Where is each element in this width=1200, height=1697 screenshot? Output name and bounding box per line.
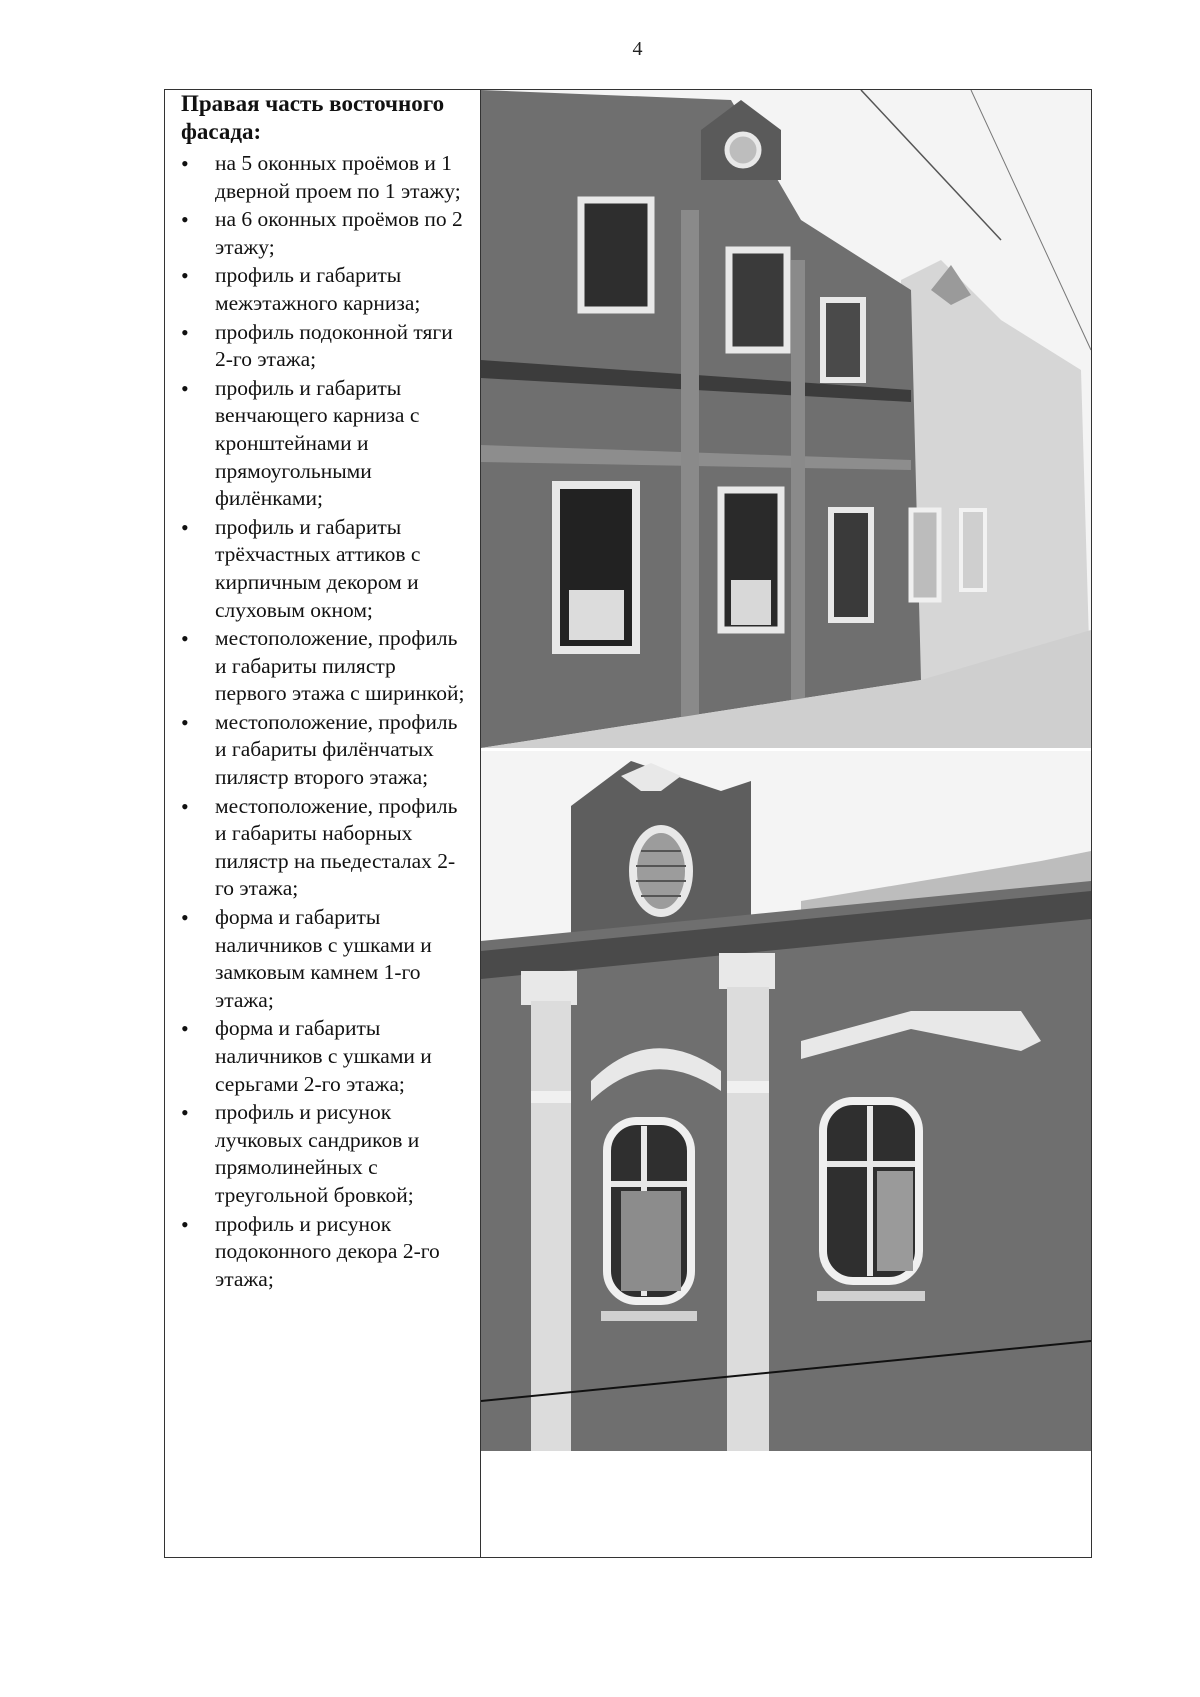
list-item: • профиль и габариты венчающего карниза с кронштейнами и прямоугольными филёнками; xyxy=(181,375,470,513)
list-item: • на 5 оконных проёмов и 1 дверной проем по 1 этажу; xyxy=(181,150,470,205)
facade-perspective-photo xyxy=(481,90,1091,748)
list-item: • местоположение, профиль и габариты пилястр первого этажа с ширинкой; xyxy=(181,625,470,708)
list-item: • местоположение, профиль и габариты филёнчатых пилястр второго этажа; xyxy=(181,709,470,792)
list-item: • на 6 оконных проёмов по 2 этажу; xyxy=(181,206,470,261)
facade-table xyxy=(164,89,1092,1558)
list-item: • форма и габариты наличников с ушками и замковым камнем 1-го этажа; xyxy=(181,904,470,1014)
list-item: • профиль и габариты трёхчастных аттиков с кирпичным декором и слуховым окном; xyxy=(181,514,470,624)
facade-perspective-image xyxy=(481,90,1091,748)
list-item: • профиль и габариты межэтажного карниза; xyxy=(181,262,470,317)
list-item: • профиль и рисунок лучковых сандриков и прямолинейных с треугольной бровкой; xyxy=(181,1099,470,1209)
feature-list xyxy=(181,150,470,1293)
list-item: • профиль и рисунок подоконного декора 2-го этажа; xyxy=(181,1211,470,1294)
facade-detail-image xyxy=(481,751,1091,1451)
list-item: • форма и габариты наличников с ушками и серьгами 2-го этажа; xyxy=(181,1015,470,1098)
list-item: • местоположение, профиль и габариты наборных пилястр на пьедесталах 2-го этажа; xyxy=(181,793,470,903)
facade-detail-photo xyxy=(481,751,1091,1451)
description-column xyxy=(165,90,481,1557)
list-item: • профиль подоконной тяги 2-го этажа; xyxy=(181,319,470,374)
section-title: Правая часть восточного фасада: xyxy=(181,91,445,144)
photo-column xyxy=(481,90,1091,1557)
page-number: 4 xyxy=(632,38,643,60)
